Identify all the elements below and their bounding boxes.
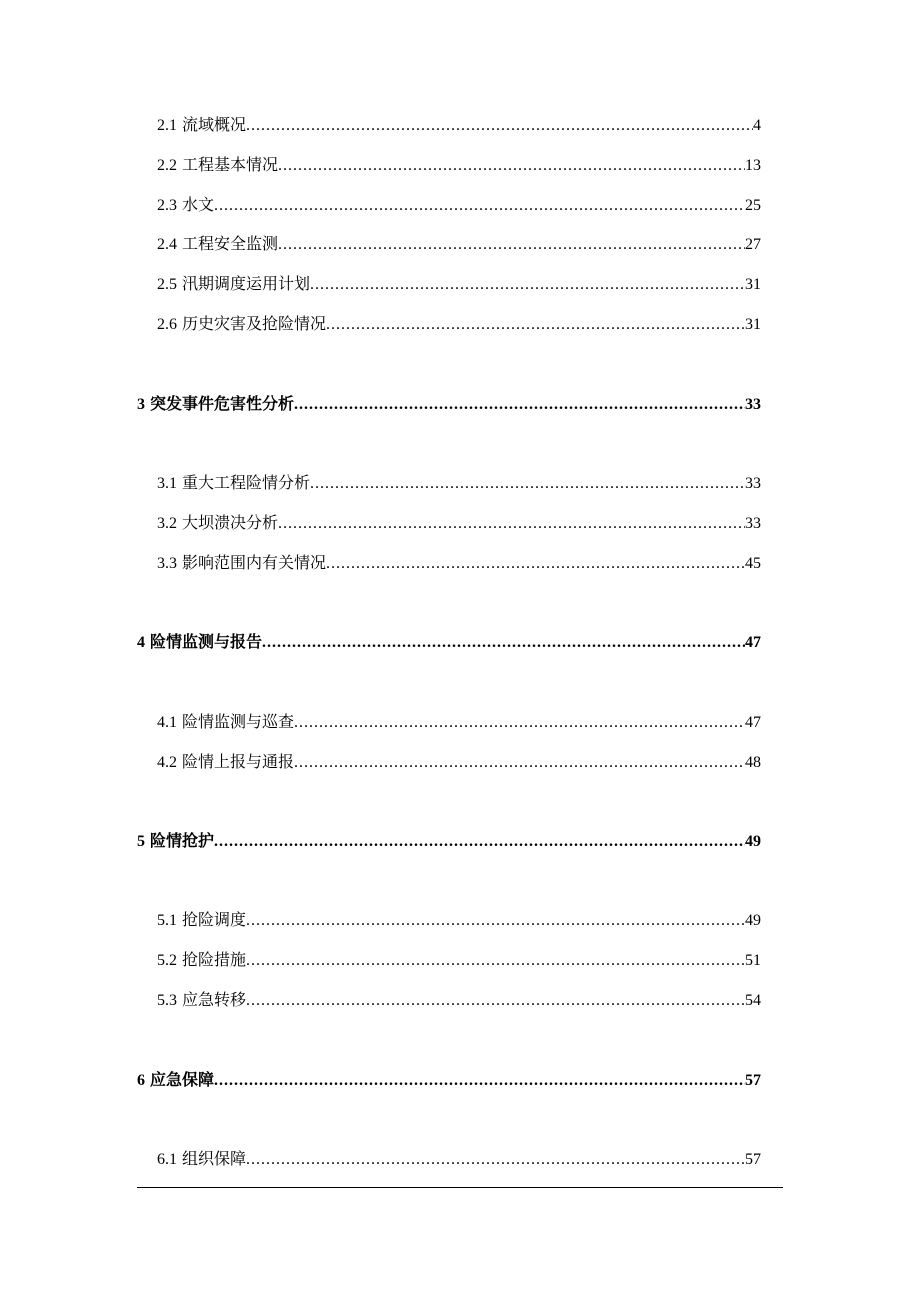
toc-page-number: 54: [745, 992, 761, 1009]
toc-number: 2.3: [157, 197, 177, 214]
toc-number: 4.1: [157, 714, 177, 731]
dot-leader: [326, 553, 745, 575]
toc-page-number: 33: [745, 515, 761, 532]
toc-page-number: 49: [745, 912, 761, 929]
dot-leader: [294, 394, 745, 416]
dot-leader: [214, 1070, 745, 1092]
toc-number: 3: [137, 396, 145, 413]
dot-leader: [310, 473, 745, 495]
toc-entry-5-1[interactable]: [157, 910, 761, 932]
toc-title: 历史灾害及抢险情况: [182, 316, 327, 333]
dot-leader: [246, 990, 745, 1012]
toc-title: 汛期调度运用计划: [182, 276, 311, 293]
toc-number: 2.6: [157, 316, 177, 333]
toc-title: 工程基本情况: [182, 157, 279, 174]
toc-title: 大坝溃决分析: [182, 515, 279, 532]
toc-page-number: 27: [745, 236, 761, 253]
toc-number: 6.1: [157, 1151, 177, 1168]
toc-page-number: 31: [745, 316, 761, 333]
toc-number: 5.2: [157, 952, 177, 969]
toc-entry-2-6[interactable]: [157, 314, 761, 336]
dot-leader: [246, 910, 745, 932]
dot-leader: [278, 155, 745, 177]
dot-leader: [246, 950, 745, 972]
toc-page-number: 49: [745, 833, 761, 850]
toc-page-number: 47: [745, 714, 761, 731]
toc-number: 2.2: [157, 157, 177, 174]
toc-number: 3.1: [157, 475, 177, 492]
toc-entry-4-2[interactable]: [157, 752, 761, 774]
toc-entry-2-3[interactable]: [157, 195, 761, 217]
toc-title: 重大工程险情分析: [182, 475, 311, 492]
toc-page-number: 33: [745, 396, 761, 413]
toc-entry-5-2[interactable]: [157, 950, 761, 972]
toc-number: 2.4: [157, 236, 177, 253]
footer-divider: [137, 1187, 783, 1188]
toc-title: 险情抢护: [150, 833, 215, 850]
toc-page-number: 4: [753, 117, 761, 134]
toc-number: 2.5: [157, 276, 177, 293]
toc-title: 流域概况: [182, 117, 247, 134]
toc-entry-2-5[interactable]: [157, 274, 761, 296]
dot-leader: [326, 314, 745, 336]
toc-entry-6[interactable]: [137, 1070, 761, 1092]
dot-leader: [278, 234, 745, 256]
toc-entry-3-3[interactable]: [157, 553, 761, 575]
toc-page-number: 57: [745, 1072, 761, 1089]
dot-leader: [294, 712, 745, 734]
toc-number: 3.2: [157, 515, 177, 532]
dot-leader: [278, 513, 745, 535]
toc-title: 抢险措施: [182, 952, 247, 969]
toc-entry-3-1[interactable]: [157, 473, 761, 495]
toc-page-number: 13: [745, 157, 761, 174]
toc-entry-2-1[interactable]: [157, 115, 761, 137]
dot-leader: [246, 1149, 745, 1171]
toc-entry-3[interactable]: [137, 394, 761, 416]
toc-title: 工程安全监测: [182, 236, 279, 253]
dot-leader: [294, 752, 745, 774]
toc-page-number: 33: [745, 475, 761, 492]
toc-title: 险情监测与巡查: [182, 714, 295, 731]
toc-page-number: 31: [745, 276, 761, 293]
dot-leader: [246, 115, 753, 137]
toc-number: 3.3: [157, 555, 177, 572]
toc-title: 险情上报与通报: [182, 754, 295, 771]
toc-title: 应急转移: [182, 992, 247, 1009]
toc-page-number: 57: [745, 1151, 761, 1168]
toc-entry-2-2[interactable]: [157, 155, 761, 177]
toc-number: 5: [137, 833, 145, 850]
toc-entry-6-1[interactable]: [157, 1149, 761, 1171]
toc-entry-5-3[interactable]: [157, 990, 761, 1012]
toc-entry-4[interactable]: [137, 632, 761, 654]
toc-number: 6: [137, 1072, 145, 1089]
toc-title: 抢险调度: [182, 912, 247, 929]
toc-number: 4: [137, 634, 145, 651]
dot-leader: [214, 831, 745, 853]
toc-title: 影响范围内有关情况: [182, 555, 327, 572]
toc-page-number: 25: [745, 197, 761, 214]
toc-number: 4.2: [157, 754, 177, 771]
dot-leader: [214, 195, 745, 217]
toc-page-number: 47: [745, 634, 761, 651]
toc-title: 突发事件危害性分析: [150, 396, 295, 413]
dot-leader: [262, 632, 745, 654]
toc-page-number: 48: [745, 754, 761, 771]
toc-entry-3-2[interactable]: [157, 513, 761, 535]
toc-entry-5[interactable]: [137, 831, 761, 853]
toc-title: 水文: [182, 197, 215, 214]
toc-title: 组织保障: [182, 1151, 247, 1168]
dot-leader: [310, 274, 745, 296]
toc-entry-2-4[interactable]: [157, 234, 761, 256]
toc-entry-4-1[interactable]: [157, 712, 761, 734]
toc-title: 险情监测与报告: [150, 634, 263, 651]
toc-page-number: 51: [745, 952, 761, 969]
toc-number: 5.1: [157, 912, 177, 929]
toc-page-number: 45: [745, 555, 761, 572]
toc-title: 应急保障: [150, 1072, 215, 1089]
toc-number: 5.3: [157, 992, 177, 1009]
toc-number: 2.1: [157, 117, 177, 134]
